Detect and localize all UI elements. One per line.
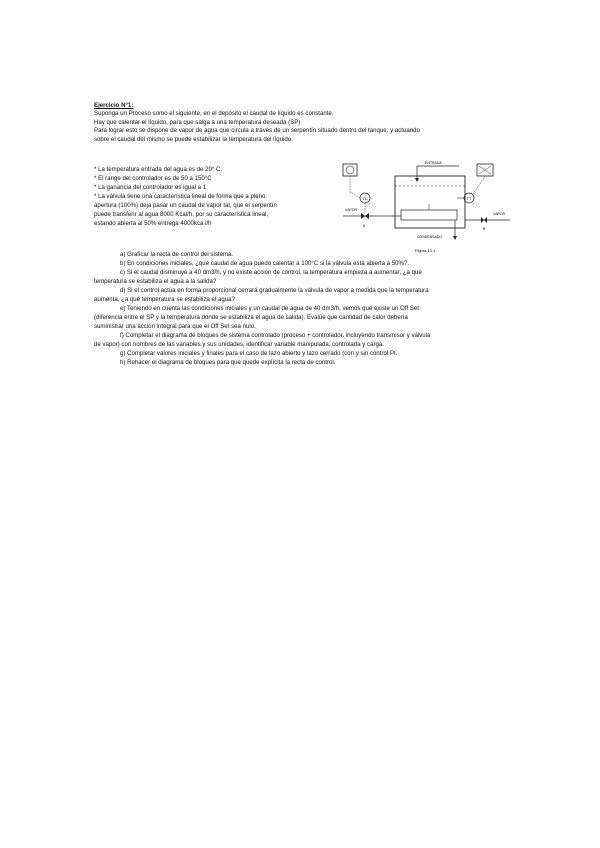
intro-line-2: Hay que calentar el líquido, para que salga a una temperatura deseada (SP) [94, 119, 301, 126]
question-e-line-2: (diferencia entre el SP y la temperatura donde se estabiliza el agua de salida). Evalúe que cantidad de calor debería [94, 314, 408, 321]
intro-line-1: Suponga un Proceso como el siguiente, en el depósito el caudal de líquido es constante. [94, 110, 334, 117]
condition-valve-1: * La válvula tiene una característica lineal de forma que a pleno [94, 193, 266, 200]
steam-valve-icon [361, 213, 369, 219]
label-a: A [363, 224, 366, 228]
process-figure [335, 158, 515, 256]
outlet-label: VAPOR [493, 212, 505, 216]
coil [401, 210, 457, 220]
tc-label: TC [362, 196, 368, 201]
tt-label: TT [466, 196, 472, 201]
water-label: ENTRADA [425, 161, 442, 165]
tc-signal [350, 192, 360, 198]
question-d-line-1: d) Si el control actúa en forma proporcional cerrará gradualmente la válvula de vapor a medida que la temperatura [120, 287, 429, 294]
exercise-title: Ejercicio N°1: [94, 102, 134, 109]
question-d-line-2: aumenta, ¿a qué temperatura se estabiliza el agua? [94, 296, 235, 303]
question-c-line-1: c) Si el caudal disminuye a 40 dm3/h, y no existe acción de control, la temperatura empieza a aumentar, ¿a que [120, 269, 422, 276]
label-b: B [483, 227, 486, 231]
intro-line-4: sobre el caudal del mismo se puede estabilizar la temperatura del líquido. [94, 136, 293, 143]
water-arrow-icon [415, 178, 419, 182]
question-c-line-2: temperatura se estabiliza el agua a la salida? [94, 278, 217, 285]
condition-valve-4: estando abierta al 50% entrega 4000kca l/h [94, 220, 212, 227]
outlet-valve-icon [481, 217, 487, 223]
question-e-line-1: e) Teniendo en cuenta las condiciones iniciales y un caudal de agua de 40 dm3/h, vemos que existe un Off Set [120, 305, 419, 312]
condition-valve-2: apertura (100%) deja pasar un caudal de vapor tal, que el serpentín [94, 202, 277, 209]
question-e-line-3: suministrar una acción integral para que el Off Set sea nulo. [94, 323, 256, 330]
condensate-label: CONDENSADO [417, 235, 443, 239]
condition-temp: * La temperatura entrada del agua es de 20° C. [94, 166, 223, 173]
question-f-line-1: f) Completar el diagrama de bloques de sistema controlado (proceso + controlador, incluyendo transmisor y válvula [120, 332, 431, 339]
condensate-arrow-icon [453, 236, 457, 240]
steam-label: VAPOR [345, 208, 357, 212]
recorder-dial [346, 166, 354, 174]
condition-gain: * La ganancia del controlador es igual a 1 [94, 184, 207, 191]
question-h: h) Rehacer el diagrama de bloques para que quede explícita la recta de control. [120, 359, 336, 366]
question-b: b) En condiciones iniciales, ¿qué caudal de agua puedo calentar a 100°C si la válvula está abierta a 50%?. [120, 260, 410, 267]
question-a: a) Graficar la recta de control del sistema. [120, 251, 234, 258]
condition-valve-3: puede transferir al agua 8000 Kcal/h, por su característica lineal, [94, 211, 269, 218]
figure-caption: Figura 13.1 [415, 248, 436, 253]
intro-line-3: Para lograr esto se dispone de vapor de agua que circula a través de un serpentín situado dentro del tanque, y actuando [94, 127, 420, 134]
question-f-line-2: de vapor) con nombres de las variables y sus unidades, identificar variable manipulada, controlada y carga. [94, 341, 384, 348]
tt-signal [473, 176, 485, 194]
question-g: g) Completar valores iniciales y finales para el caso de lazo abierto y lazo cerrado (con y sin control PI. [120, 350, 398, 357]
condition-range: * El range del controlador es de 50 a 150°C [94, 175, 212, 182]
